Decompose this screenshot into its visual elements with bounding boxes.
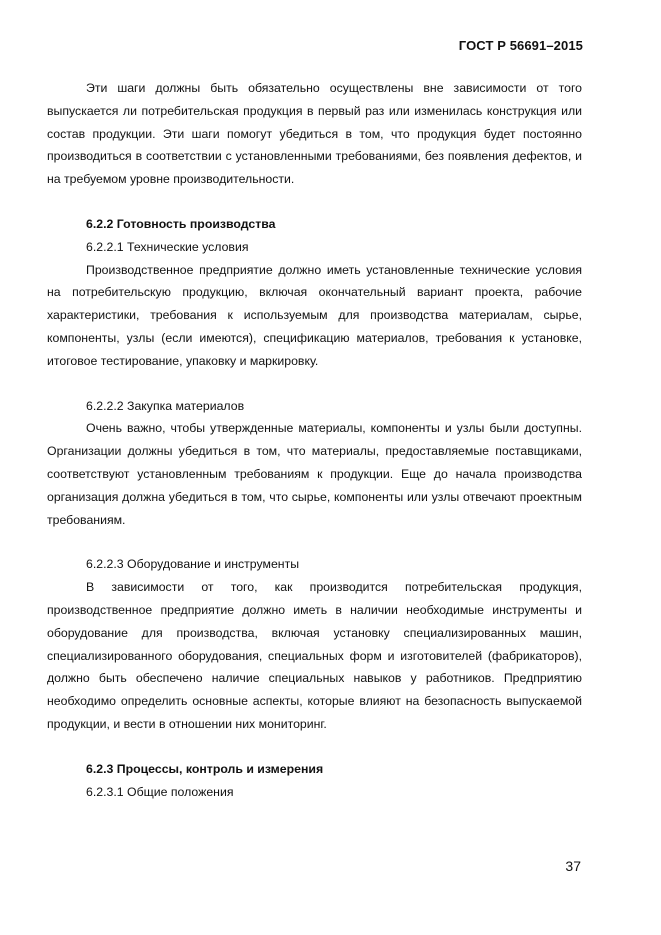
page-number: 37 xyxy=(565,858,581,874)
section-6-2-3-1-heading: 6.2.3.1 Общие положения xyxy=(86,784,234,799)
section-6-2-2-1-heading: 6.2.2.1 Технические условия xyxy=(86,239,249,254)
spacer xyxy=(47,191,582,213)
document-body xyxy=(47,77,582,803)
section-6-2-2-1-text: Производственное предприятие должно иметь установленные технические условия на потребительскую продукцию, включая окончательный вариант проекта, рабочие характеристики, требования к используемым для производства материалам, сырье, компоненты, узлы (если имеются), спецификацию материалов, требования к установке, итоговое тестирование, упаковку и маркировку. xyxy=(47,262,582,368)
spacer xyxy=(47,373,582,395)
spacer xyxy=(47,736,582,758)
section-6-2-2-heading: 6.2.2 Готовность производства xyxy=(86,216,276,231)
section-6-2-2-3-heading: 6.2.2.3 Оборудование и инструменты xyxy=(86,557,300,572)
section-6-2-2-2-text: Очень важно, чтобы утвержденные материалы, компоненты и узлы были доступны. Организации должны убедиться в том, что материалы, предоставляемые поставщиками, соответствуют установленным требованиям к продукции. Еще до начала производства организация должна убедиться в том, что сырье, компоненты или узлы отвечают проектным требованиям. xyxy=(47,421,582,527)
spacer xyxy=(47,531,582,553)
section-6-2-2-3-text: В зависимости от того, как производится потребительская продукция, производственное предприятие должно иметь в наличии необходимые инструменты и оборудование для производства, включая установку специализированных машин, специализированного оборудования, специальных форм и изготовителей (фабрикаторов), должно быть обеспечено наличие специальных навыков у работников. Предприятию необходимо определить основные аспекты, которые влияют на безопасность выпускаемой продукции, и вести в отношении них мониторинг. xyxy=(47,580,582,731)
section-6-2-3-heading: 6.2.3 Процессы, контроль и измерения xyxy=(86,761,324,776)
document-id-header: ГОСТ Р 56691–2015 xyxy=(458,38,583,53)
section-6-2-2-2-heading: 6.2.2.2 Закупка материалов xyxy=(86,398,245,413)
intro-paragraph: Эти шаги должны быть обязательно осуществлены вне зависимости от того выпускается ли потребительская продукция в первый раз или изменилась конструкция или состав продукции. Эти шаги помогут убедиться в том, что продукция будет постоянно производиться в соответствии с установленными требованиями, без появления дефектов, и на требуемом уровне производительности. xyxy=(47,81,582,187)
